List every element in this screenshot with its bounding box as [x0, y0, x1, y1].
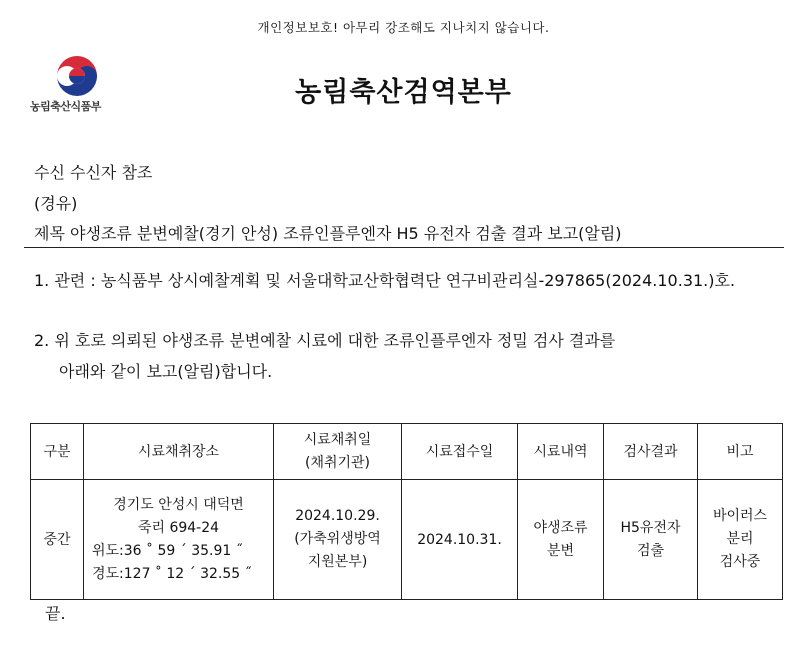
recipient-line: 수신 수신자 참조	[34, 163, 153, 182]
related-item: 1. 관련 : 농식품부 상시예찰계획 및 서울대학교산학협력단 연구비관리실-297865(2024.10.31.)호.	[34, 271, 736, 290]
latitude: 위도:36 ˚ 59 ΄ 35.91 ˝	[92, 542, 243, 559]
org-title: 농림축산검역본부	[295, 77, 512, 108]
longitude: 경도:127 ˚ 12 ΄ 32.55 ˝	[92, 565, 252, 582]
header-sampling-line2: (채취기관)	[304, 454, 371, 471]
cell-location	[84, 480, 274, 600]
sample-type-line1: 야생조류	[533, 519, 588, 536]
sampling-date: 2024.10.29.	[295, 508, 380, 524]
request-item-line1: 2. 위 호로 의뢰된 야생조류 분변예찰 시료에 대한 조류인플루엔자 정밀 검사 결과를	[34, 331, 616, 350]
cell-received: 2024.10.31.	[402, 480, 518, 600]
subject-line: 제목 야생조류 분변예찰(경기 안성) 조류인플루엔자 H5 유전자 검출 결과 보고(알림)	[34, 224, 622, 243]
cell-sampling	[274, 480, 402, 600]
cell-result	[604, 480, 698, 600]
table-row	[31, 480, 783, 600]
privacy-notice: 개인정보보호! 아무리 강조해도 지나치지 않습니다.	[257, 20, 550, 35]
header-note: 비고	[698, 424, 783, 480]
result-table	[30, 423, 783, 600]
via-line: (경유)	[34, 194, 78, 213]
table-header-row	[31, 424, 783, 480]
location-line1: 경기도 안성시 대덕면	[113, 496, 244, 513]
cell-sample-type	[518, 480, 604, 600]
sampling-agency-line1: (가축위생방역	[294, 531, 381, 547]
end-mark: 끝.	[45, 604, 66, 623]
header-category: 구분	[31, 424, 84, 480]
header-sampling-line1: 시료채취일	[303, 431, 372, 448]
header-result: 검사결과	[604, 424, 698, 480]
cell-category: 중간	[31, 480, 84, 600]
subject-divider	[24, 247, 784, 248]
result-line1: H5유전자	[620, 519, 681, 536]
logo-text: 농림축산식품부	[30, 100, 101, 113]
location-line2: 죽리 694-24	[137, 519, 220, 536]
cell-note	[698, 480, 783, 600]
header-sampling	[274, 424, 402, 480]
header-location: 시료채취장소	[84, 424, 274, 480]
note-line3: 검사중	[719, 554, 761, 570]
note-line1: 바이러스	[712, 508, 768, 524]
request-item-line2: 아래와 같이 보고(알림)합니다.	[59, 362, 273, 381]
sampling-agency-line2: 지원본부)	[307, 554, 368, 570]
result-line2: 검출	[636, 542, 665, 559]
sample-type-line2: 분변	[546, 542, 575, 559]
header-sample-type: 시료내역	[518, 424, 604, 480]
header-received: 시료접수일	[402, 424, 518, 480]
note-line2: 분리	[726, 531, 754, 547]
